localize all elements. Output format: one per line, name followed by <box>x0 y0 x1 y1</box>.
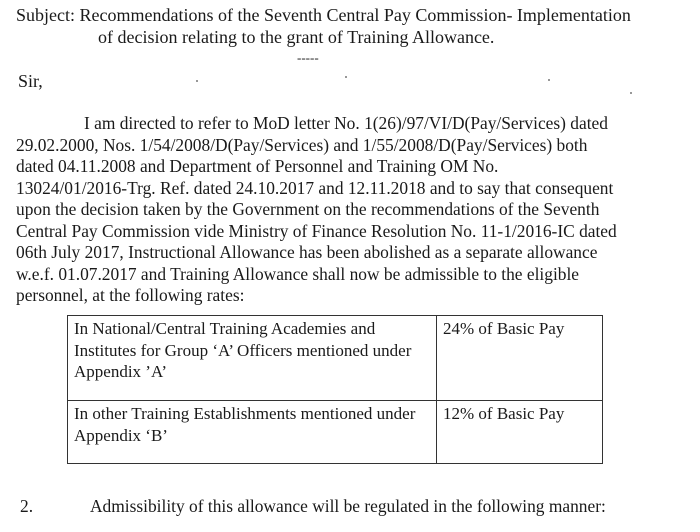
table-row <box>68 316 603 401</box>
separator: ----- <box>297 50 319 65</box>
scan-speck <box>196 80 198 82</box>
rate-cell: 24% of Basic Pay <box>437 316 603 401</box>
rate-cell: 12% of Basic Pay <box>437 401 603 464</box>
subject-heading <box>16 4 696 48</box>
salutation: Sir, <box>18 71 43 91</box>
scan-speck <box>345 76 347 78</box>
scan-speck <box>630 92 632 94</box>
rates-table <box>67 315 603 464</box>
item-text: Admissibility of this allowance will be regulated in the following manner: <box>90 496 606 516</box>
table-row <box>68 401 603 464</box>
item-number: 2. <box>20 496 34 516</box>
scan-speck <box>548 79 550 81</box>
establishment-cell: In other Training Establishments mentioned under Appendix ‘B’ <box>68 401 437 464</box>
subject-line-2: of decision relating to the grant of Training Allowance. <box>98 27 495 47</box>
body-paragraph: I am directed to refer to MoD letter No. 1(26)/97/VI/D(Pay/Services) dated 29.02.2000, Nos. 1/54/2008/D(Pay/Services) and 1/55/2008/D(Pay/Services) both dated 04.11.2008 and Department of Personnel and Training OM No. 13024/01/2016-Trg. Ref. dated 24.10.2017 and 12.11.2018 and to say that consequent upon the decision taken by the Government on the recommendations of the Seventh Central Pay Commission vide Ministry of Finance Resolution No. 11-1/2016-IC dated 06th July 2017, Instructional Allowance has been abolished as a separate allowance w.e.f. 01.07.2017 and Training Allowance shall now be admissible to the eligible personnel, at the following rates: <box>16 113 617 305</box>
establishment-cell: In National/Central Training Academies and Institutes for Group ‘A’ Officers mentioned under Appendix ’A’ <box>68 316 437 401</box>
subject-line-1: Subject: Recommendations of the Seventh Central Pay Commission- Implementation <box>16 5 631 25</box>
